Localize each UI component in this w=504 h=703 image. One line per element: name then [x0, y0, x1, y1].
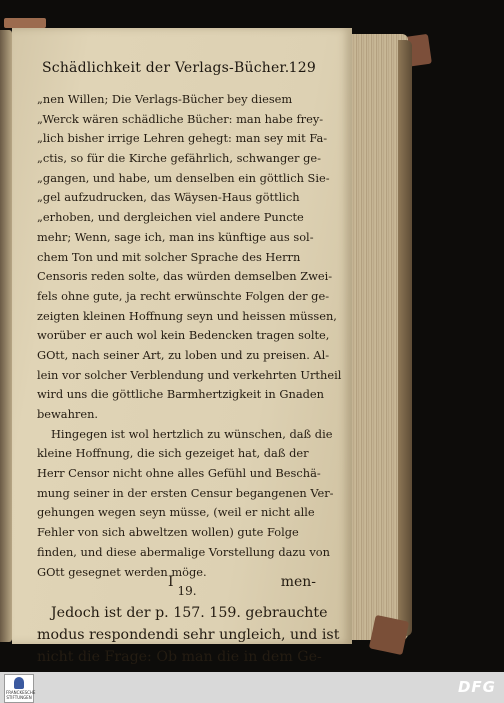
text-line: GOtt gesegnet werden möge. [37, 564, 207, 579]
text-line: nicht die Frage: Ob man die in dem Ge- [37, 648, 322, 665]
text-line: Hingegen ist wol hertzlich zu wünschen, daß die [51, 426, 333, 441]
viewer-footer-bar [0, 672, 504, 703]
bookmark-tab-bottom [369, 615, 409, 655]
running-header [42, 60, 316, 80]
running-title: Schädlichkeit der Verlags-Bücher. [42, 60, 290, 76]
text-line: chem Ton und mit solcher Sprache des Herrn [37, 249, 301, 264]
previous-page-edge [0, 30, 12, 642]
text-line: gehungen wegen seyn müsse, (weil er nicht alle [37, 505, 315, 520]
text-line: kleine Hoffnung, die sich gezeiget hat, daß der [37, 446, 309, 461]
text-line: „gel aufzudrucken, das Wäysen-Haus göttlich [37, 190, 300, 205]
text-line: „Werck wären schädliche Bücher: man habe frey- [37, 111, 324, 126]
body-text [37, 90, 342, 690]
text-line: wird uns die göttliche Barmhertzigkeit in Gnaden [37, 387, 324, 402]
text-line: Censoris reden solte, das würden demselben Zwei- [37, 269, 333, 284]
text-line: „gangen, und habe, um denselben ein göttlich Sie- [37, 170, 330, 185]
text-line: finden, und diese abermalige Vorstellung dazu von [37, 544, 330, 559]
page-footer-marks [56, 574, 316, 594]
section-number: 19. [177, 584, 197, 599]
text-line: modus respondendi sehr ungleich, und ist [37, 626, 340, 643]
text-line: zeigten kleinen Hoffnung seyn und heissen müssen, [37, 308, 337, 323]
text-line: „nen Willen; Die Verlags-Bücher bey diesem [37, 92, 293, 106]
logo-emblem-icon [14, 677, 24, 689]
text-line: „erhoben, und dergleichen viel andere Puncte [37, 210, 304, 225]
text-line: worüber er auch wol kein Bedencken tragen solte, [37, 328, 330, 343]
book-edge-shadow [398, 40, 412, 636]
dfg-logo[interactable]: DFG [457, 678, 496, 696]
text-line: GOtt, nach seiner Art, zu loben und zu preisen. Al- [37, 347, 330, 362]
text-line: lein vor solcher Verblendung und verkehrten Urtheil [37, 367, 342, 382]
text-line: Jedoch ist der p. 157. 159. gebrauchte [51, 604, 328, 621]
catchword: men- [280, 574, 316, 590]
text-line: fels ohne gute, ja recht erwünschte Folgen der ge- [37, 288, 330, 303]
text-line: mehr; Wenn, sage ich, man ins künftige aus sol- [37, 229, 314, 244]
logo-text: FRANCKESCHE STIFTUNGEN [6, 690, 36, 700]
text-line: „lich bisher irrige Lehren gehegt: man sey mit Fa- [37, 131, 328, 146]
text-line: mung seiner in der ersten Censur begangenen Ver- [37, 485, 334, 500]
text-line: bewahren. [37, 407, 99, 421]
text-line: Fehler von sich abweltzen wollen) gute Folge [37, 525, 299, 540]
bookmark-tab-left [4, 18, 46, 28]
institution-logo[interactable] [4, 674, 34, 703]
signature-mark: I [168, 574, 174, 590]
text-line: „ctis, so für die Kirche gefährlich, schwanger ge- [37, 151, 321, 166]
text-line: Herr Censor nicht ohne alles Gefühl und Beschä- [37, 466, 321, 481]
book-page [12, 28, 352, 665]
page-number: 129 [288, 60, 316, 76]
